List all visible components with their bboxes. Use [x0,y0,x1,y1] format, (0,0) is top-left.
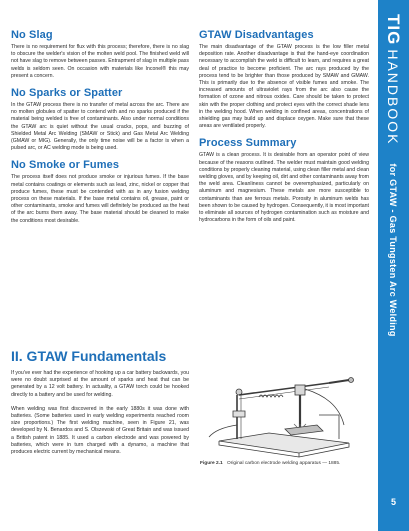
section-title-no-slag: No Slag [11,29,53,41]
figure-caption-text: Original carbon electrode welding apparatus — 1885. [227,461,341,466]
band-title [378,10,409,370]
paragraph-process-summary: GTAW is a clean process. It is desirable from an operator point of view because of the reasons outlined. The welder must maintain good welding conditions by properly cleaning material, using clean filler metal and clean welding gloves, and by keeping oil, dirt and other contaminants away from the weld area. Cleanliness cannot be overemphasized, particularly on aluminum and magnesium. These metals are more susceptible to contaminants than are ferrous metals. Porosity in aluminum welds has been shown to be caused by hydrogen. Consequently, it is most important to eliminate all sources of hydrogen contamination such as moisture and hydrocarbons in the form of oils and paint. [199,152,369,224]
section-title-no-smoke: No Smoke or Fumes [11,159,120,172]
figure-caption [200,461,370,466]
left-column [11,29,189,232]
chapter-band [378,0,409,531]
paragraph-fundamentals-2: When welding was first discovered in the early 1880s it was done with batteries. (Some batteries used in early welding experiments reached room size proportions.) The first welding machine, seen in Figure 21, was developed by N. Benardos and S. Olszewski of Great Britain and was issued a British patent in 1885. It used a carbon electrode and was powered by batteries, which were in turn charged with a dynamo, a machine that produces electric current by mechanical means. [11,405,189,456]
band-subtitle: for GTAW - Gas Tungsten Arc Welding [388,163,399,337]
paragraph-disadvantages: The main disadvantage of the GTAW process is the low filler metal deposition rate. Another disadvantage is that the hand-eye coordination necessary to accomplish the weld is difficult to learn, and requires a great deal of practice to become proficient. The arc rays produced by the process tend to be brighter than those produced by SMAW and GMAW. This is primarily due to the absence of visible fumes and smoke. The increased amounts of ultraviolet rays from the arc also cause the formation of ozone and nitrous oxides. Care should be taken to protect skin with the proper clothing and protect eyes with the correct shade lens in the welding hood. When welding in confined areas, concentrations of shielding gas may build up and displace oxygen. Make sure that these areas are ventilated properly. [199,44,369,130]
section-title-disadvantages: GTAW Disadvantages [199,29,314,41]
band-title-tig: TIG [384,14,404,46]
figure-label: Figure 2.1 [200,461,223,466]
fundamentals-section [11,348,189,463]
paragraph-fundamentals-1: If you've ever had the experience of hooking up a car battery backwards, you were no doubt surprised at the amount of sparks and heat that can be generated by a 12 volt battery. In actuality, a GTAW torch could be hooked directly to a battery and be used for welding. [11,370,189,398]
welding-apparatus-illustration [199,355,369,461]
paragraph-no-smoke: The process itself does not produce smoke or injurious fumes. If the base metal contains coatings or elements such as lead, zinc, nickel or copper that produce fumes, these must be contended with as in any fusion welding process on these materials. If the base metal contains oil, grease, paint or other contaminants, smoke and fumes will definitely be produced as the heat of the arc burns them away. The base material should be cleaned to make the conditions most desirable. [11,174,189,224]
fundamentals-title: II. GTAW Fundamentals [11,348,167,364]
right-column [199,29,369,231]
page-number: 5 [390,497,396,507]
section-title-process-summary: Process Summary [199,137,297,150]
section-title-no-sparks: No Sparks or Spatter [11,87,123,100]
paragraph-no-slag: There is no requirement for flux with this process; therefore, there is no slag to obscure the welder's vision of the molten weld pool. The finished weld will not have slag to remove between passes. Entrapment of slag in multiple pass welds is seldom seen. On occasion with materials like Inconel® this may present a concern. [11,44,189,79]
band-title-handbook: HANDBOOK [385,49,402,146]
paragraph-no-sparks: In the GTAW process there is no transfer of metal across the arc. There are no molten globules of spatter to contend with and no sparks produced if the material being welded is free of contaminants. Also under normal conditions the GTAW arc is quiet without the usual cracks, pops, and buzzing of Shielded Metal Arc Welding (SMAW or Stick) and Gas Metal Arc Welding (GMAW or MIG). Generally, the only time noise will be a factor is when a pulsed arc, or AC welding mode is being used. [11,102,189,152]
